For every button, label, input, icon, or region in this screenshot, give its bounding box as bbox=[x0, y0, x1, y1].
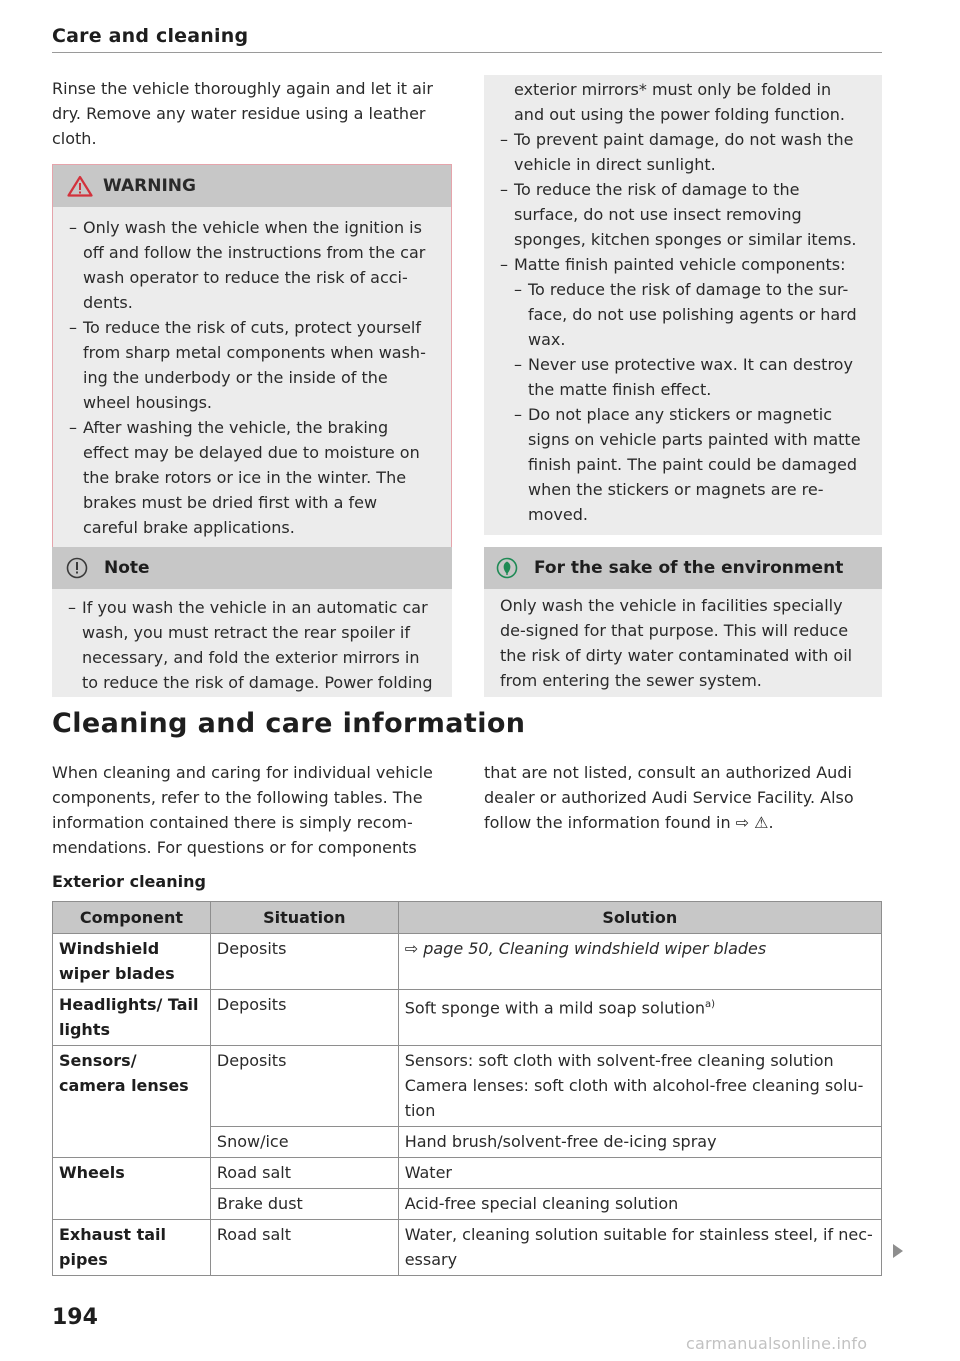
cell-solution: Water, cleaning solution suitable for stainless steel, if nec-essary bbox=[398, 1220, 881, 1276]
environment-box bbox=[484, 547, 882, 697]
footnote-marker: a) bbox=[705, 999, 716, 1010]
note-header bbox=[52, 547, 452, 589]
cell-component-empty bbox=[53, 1189, 211, 1220]
table-row bbox=[53, 1189, 882, 1220]
note-continued-box bbox=[484, 75, 882, 535]
environment-header bbox=[484, 547, 882, 589]
cell-situation: Snow/ice bbox=[210, 1127, 398, 1158]
cell-solution-line: Sensors: soft cloth with solvent-free cleaning solution bbox=[404, 1051, 834, 1070]
warning-item: – To reduce the risk of cuts, protect yourself from sharp metal components when wash-ing the underbody or the inside of the wheel housings. bbox=[69, 315, 435, 415]
cell-solution: Hand brush/solvent-free de-icing spray bbox=[398, 1127, 881, 1158]
cell-situation: Brake dust bbox=[210, 1189, 398, 1220]
cell-solution: Water bbox=[398, 1158, 881, 1189]
watermark: carmanualsonline.info bbox=[686, 1334, 868, 1353]
continue-arrow-icon bbox=[893, 1244, 903, 1258]
warning-header bbox=[53, 165, 451, 207]
header-divider bbox=[52, 52, 882, 53]
page-number: 194 bbox=[52, 1305, 98, 1330]
table-row bbox=[53, 1158, 882, 1189]
note-item: – If you wash the vehicle in an automatic car wash, you must retract the rear spoiler if necessary, and fold the exterior mirrors in to reduce the risk of damage. Power folding bbox=[68, 595, 436, 695]
section-text-left: When cleaning and caring for individual vehicle components, refer to the following tables. The information contained there is simply recom-mendations. For questions or for components bbox=[52, 763, 433, 857]
table-subheading: Exterior cleaning bbox=[52, 872, 206, 891]
note-subitem: – Do not place any stickers or magnetic signs on vehicle parts painted with matte finish paint. The paint could be damaged when the stickers or magnets are re-moved. bbox=[514, 402, 866, 527]
note-subitem: – To reduce the risk of damage to the sur-face, do not use polishing agents or hard wax. bbox=[514, 277, 866, 352]
cell-situation: Road salt bbox=[210, 1158, 398, 1189]
cell-situation: Road salt bbox=[210, 1220, 398, 1276]
column-header-component: Component bbox=[53, 902, 211, 934]
cell-component-empty bbox=[53, 1127, 211, 1158]
cell-situation: Deposits bbox=[210, 990, 398, 1046]
section-text-right: that are not listed, consult an authorized Audi dealer or authorized Audi Service Facility. Also follow the information found in ⇨ ⚠. bbox=[484, 763, 854, 832]
note-item: – To prevent paint damage, do not wash the vehicle in direct sunlight. bbox=[500, 127, 866, 177]
warning-title: WARNING bbox=[103, 176, 196, 196]
exterior-cleaning-table bbox=[52, 901, 882, 1276]
cell-solution-text: Soft sponge with a mild soap solution bbox=[404, 998, 706, 1018]
chapter-title: Care and cleaning bbox=[52, 25, 249, 47]
note-item-text: Matte finish painted vehicle components: bbox=[514, 255, 846, 274]
cell-solution-line: Camera lenses: soft cloth with alcohol-free cleaning solu-tion bbox=[404, 1076, 864, 1120]
table-row bbox=[53, 1220, 882, 1276]
table-header-row bbox=[53, 902, 882, 934]
environment-title: For the sake of the environment bbox=[534, 558, 844, 578]
environment-text: Only wash the vehicle in facilities specially de-signed for that purpose. This will reduce the risk of dirty water contaminated with oil from entering the sewer system. bbox=[500, 596, 853, 690]
note-subitem: – Never use protective wax. It can destroy the matte finish effect. bbox=[514, 352, 866, 402]
cell-solution: Acid-free special cleaning solution bbox=[398, 1189, 881, 1220]
cell-solution bbox=[398, 990, 881, 1046]
warning-triangle-icon bbox=[67, 175, 93, 197]
cell-solution bbox=[398, 1046, 881, 1127]
note-title: Note bbox=[104, 558, 150, 578]
environment-leaf-icon bbox=[496, 557, 518, 579]
note-item: – To reduce the risk of damage to the surface, do not use insect removing sponges, kitchen sponges or similar items. bbox=[500, 177, 866, 252]
column-header-situation: Situation bbox=[210, 902, 398, 934]
exclamation-circle-icon bbox=[66, 557, 88, 579]
cell-component: Exhaust tail pipes bbox=[53, 1220, 211, 1276]
table-row bbox=[53, 1046, 882, 1127]
cell-component: Sensors/ camera lenses bbox=[53, 1046, 211, 1127]
table-row bbox=[53, 1127, 882, 1158]
cell-situation: Deposits bbox=[210, 1046, 398, 1127]
warning-item: – After washing the vehicle, the braking effect may be delayed due to moisture on the brake rotors or ice in the winter. The brakes must be dried first with a few careful brake applications. bbox=[69, 415, 435, 540]
note-continued-lead: exterior mirrors* must only be folded in and out using the power folding function. bbox=[514, 80, 845, 124]
cell-component: Headlights/ Tail lights bbox=[53, 990, 211, 1046]
note-box bbox=[52, 547, 452, 697]
cell-solution-link[interactable]: ⇨ page 50, Cleaning windshield wiper blades bbox=[398, 934, 881, 990]
table-row bbox=[53, 990, 882, 1046]
cell-component: Wheels bbox=[53, 1158, 211, 1189]
column-header-solution: Solution bbox=[398, 902, 881, 934]
warning-box bbox=[52, 164, 452, 551]
note-item bbox=[500, 252, 866, 527]
intro-paragraph: Rinse the vehicle thoroughly again and let it air dry. Remove any water residue using a leather cloth. bbox=[52, 79, 433, 148]
warning-item: – Only wash the vehicle when the ignition is off and follow the instructions from the car wash operator to reduce the risk of acci-dents. bbox=[69, 215, 435, 315]
cell-component: Windshield wiper blades bbox=[53, 934, 211, 990]
cell-situation: Deposits bbox=[210, 934, 398, 990]
table-row bbox=[53, 934, 882, 990]
section-title: Cleaning and care information bbox=[52, 708, 526, 739]
